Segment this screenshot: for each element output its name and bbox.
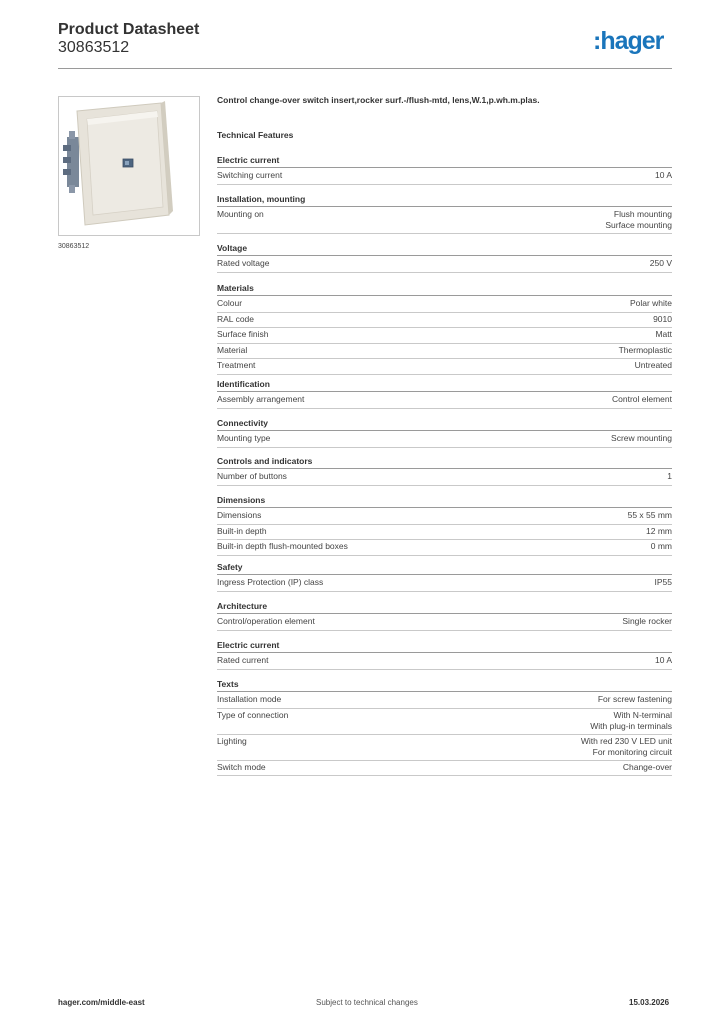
technical-features-heading: Technical Features — [217, 130, 294, 140]
header-divider — [58, 68, 672, 69]
feature-label: Installation mode — [217, 694, 282, 704]
feature-row — [217, 257, 672, 273]
feature-value-line: With N-terminal — [613, 709, 672, 720]
feature-row — [217, 328, 672, 344]
feature-value-line: For screw fastening — [597, 694, 672, 704]
footer-notice: Subject to technical changes — [316, 998, 418, 1007]
product-description: Control change-over switch insert,rocker surf.-/flush-mtd, lens,W.1,p.wh.m.plas. — [217, 95, 540, 105]
feature-value-line: Matt — [655, 329, 672, 339]
switch-illustration — [59, 97, 199, 235]
section-heading: Installation, mounting — [217, 194, 672, 207]
feature-label: Type of connection — [217, 709, 289, 720]
hager-logo — [593, 27, 673, 57]
feature-value-line: For monitoring circuit — [592, 746, 672, 757]
feature-label: Material — [217, 344, 248, 355]
logo-text: :hager — [593, 27, 664, 55]
feature-value — [628, 510, 672, 521]
feature-row — [217, 525, 672, 541]
feature-value — [655, 329, 672, 340]
feature-row — [217, 693, 672, 709]
feature-label: Dimensions — [217, 510, 262, 520]
feature-row — [217, 540, 672, 556]
feature-value-line: 12 mm — [646, 525, 672, 536]
page-title: Product Datasheet — [58, 21, 200, 38]
feature-value-line: 10 A — [654, 170, 672, 180]
section-heading: Electric current — [217, 640, 672, 653]
feature-value — [655, 170, 672, 181]
feature-row — [217, 761, 672, 777]
image-caption: 30863512 — [58, 243, 90, 250]
feature-label: Ingress Protection (IP) class — [217, 577, 324, 587]
section-heading: Connectivity — [217, 418, 672, 431]
feature-row — [217, 509, 672, 525]
feature-value — [611, 433, 672, 444]
footer-website-link[interactable]: hager.com/middle-east — [58, 998, 145, 1007]
feature-row — [217, 470, 672, 486]
feature-value — [653, 314, 672, 325]
feature-label: Switching current — [217, 170, 283, 180]
feature-label: Mounting type — [217, 433, 271, 443]
section-heading: Electric current — [217, 155, 672, 168]
section-heading: Dimensions — [217, 495, 672, 508]
feature-value-line: 250 V — [649, 258, 672, 268]
feature-label: RAL code — [217, 313, 255, 324]
feature-value-line: Control element — [611, 394, 672, 404]
feature-value-line: 10 A — [654, 655, 672, 665]
feature-value — [655, 655, 672, 666]
feature-row — [217, 208, 672, 234]
feature-value — [646, 526, 672, 537]
feature-row — [217, 432, 672, 448]
feature-value-line: Change-over — [622, 761, 672, 772]
feature-value — [619, 345, 672, 356]
feature-label: Lighting — [217, 735, 247, 746]
section-heading: Architecture — [217, 601, 672, 614]
feature-label: Rated current — [217, 655, 269, 665]
feature-value — [655, 577, 673, 588]
feature-row — [217, 576, 672, 592]
feature-value-line: With plug-in terminals — [590, 720, 672, 731]
feature-value — [622, 616, 672, 627]
product-number: 30863512 — [58, 39, 130, 56]
feature-label: Built-in depth flush-mounted boxes — [217, 541, 348, 551]
section-heading: Identification — [217, 379, 672, 392]
feature-value — [581, 736, 672, 758]
feature-row — [217, 393, 672, 409]
feature-label: Switch mode — [217, 761, 266, 772]
feature-value — [605, 209, 672, 231]
feature-label: Mounting on — [217, 209, 264, 219]
feature-value — [590, 710, 672, 732]
feature-label: Built-in depth — [217, 525, 267, 536]
feature-value-line: Surface mounting — [605, 220, 672, 230]
feature-row — [217, 359, 672, 375]
feature-value-line: Single rocker — [622, 616, 672, 626]
feature-value — [635, 360, 672, 371]
feature-row — [217, 654, 672, 670]
feature-value — [612, 394, 672, 405]
feature-value-line: 1 — [667, 471, 672, 481]
feature-value — [651, 541, 672, 552]
feature-label: Treatment — [217, 360, 256, 370]
feature-value — [650, 258, 672, 269]
feature-label: Colour — [217, 298, 243, 308]
section-heading: Safety — [217, 562, 672, 575]
feature-row — [217, 169, 672, 185]
feature-row — [217, 297, 672, 313]
feature-row — [217, 344, 672, 360]
feature-value — [667, 471, 672, 482]
feature-label: Control/operation element — [217, 616, 315, 626]
footer-date: 15.03.2026 — [629, 998, 670, 1007]
feature-label: Surface finish — [217, 329, 269, 339]
section-heading: Materials — [217, 283, 672, 296]
feature-value — [598, 694, 672, 705]
feature-row — [217, 313, 672, 329]
feature-value-line: Polar white — [629, 298, 672, 308]
feature-value-line: 0 mm — [650, 541, 672, 551]
feature-value-line: Thermoplastic — [618, 344, 672, 355]
feature-row — [217, 615, 672, 631]
feature-label: Assembly arrangement — [217, 394, 305, 404]
feature-value-line: Screw mounting — [611, 433, 672, 443]
feature-value-line: With red 230 V LED unit — [580, 735, 672, 746]
product-image — [58, 96, 200, 236]
feature-value — [630, 298, 672, 309]
feature-row — [217, 709, 672, 735]
section-heading: Voltage — [217, 243, 672, 256]
feature-label: Rated voltage — [217, 258, 270, 268]
feature-value — [623, 762, 672, 773]
feature-row — [217, 735, 672, 761]
section-heading: Controls and indicators — [217, 456, 672, 469]
feature-value-line: 55 x 55 mm — [627, 510, 672, 520]
section-heading: Texts — [217, 679, 672, 692]
feature-value-line: 9010 — [653, 313, 672, 324]
feature-label: Number of buttons — [217, 471, 287, 481]
feature-value-line: IP55 — [654, 577, 672, 587]
feature-value-line: Untreated — [634, 360, 672, 370]
feature-value-line: Flush mounting — [613, 209, 672, 219]
